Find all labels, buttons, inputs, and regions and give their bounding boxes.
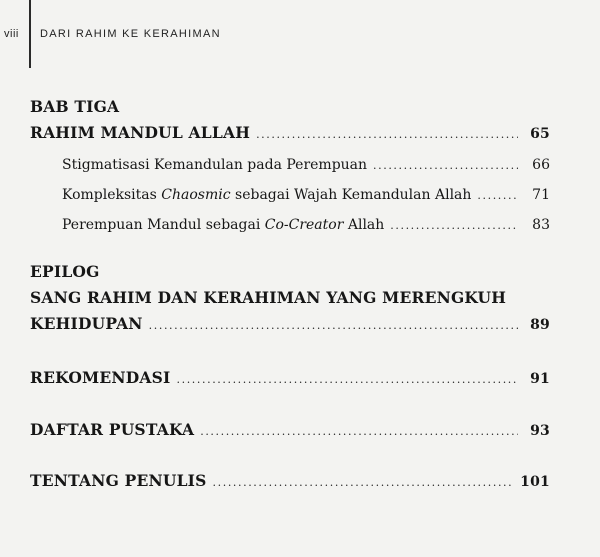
dot-leader	[256, 128, 518, 141]
dot-leader	[213, 476, 515, 489]
dot-leader	[477, 189, 518, 202]
dot-leader	[373, 159, 518, 172]
toc-entry-title: Kompleksitas Chaosmic sebagai Wajah Kemandulan Allah	[62, 187, 472, 203]
chapter-label-bab-tiga: BAB TIGA	[30, 97, 120, 116]
toc-page-number: 93	[530, 423, 550, 439]
dot-leader	[177, 373, 518, 386]
toc-entry-title: TENTANG PENULIS	[30, 471, 207, 490]
toc-page-number: 83	[532, 217, 550, 233]
epilog-title-line-1: SANG RAHIM DAN KERAHIMAN YANG MERENGKUH	[30, 288, 507, 307]
dot-leader	[200, 425, 518, 438]
header-divider	[29, 0, 31, 68]
toc-entry-title: REKOMENDASI	[30, 368, 171, 387]
toc-page-number: 65	[530, 126, 550, 142]
dot-leader	[149, 319, 518, 332]
toc-entry-tentang-penulis[interactable]	[30, 471, 550, 490]
toc-entry-title: Perempuan Mandul sebagai Co-Creator Allah	[62, 217, 385, 233]
toc-page-number: 101	[520, 474, 550, 490]
toc-entry-kehidupan[interactable]	[30, 314, 550, 333]
chapter-label-epilog: EPILOG	[30, 262, 100, 281]
toc-page-number: 71	[532, 187, 550, 203]
running-title: DARI RAHIM KE KERAHIMAN	[40, 28, 221, 40]
toc-entry-title: Stigmatisasi Kemandulan pada Perempuan	[62, 157, 368, 173]
toc-page-number: 91	[530, 371, 550, 387]
dot-leader	[390, 219, 518, 232]
toc-page-number: 66	[532, 157, 550, 173]
toc-page-number: 89	[530, 317, 550, 333]
toc-subentry-stigmatisasi[interactable]	[62, 157, 550, 173]
toc-entry-title: RAHIM MANDUL ALLAH	[30, 123, 251, 142]
toc-entry-rahim-mandul-allah[interactable]	[30, 123, 550, 142]
toc-entry-title: DAFTAR PUSTAKA	[30, 420, 195, 439]
toc-entry-title: KEHIDUPAN	[30, 314, 143, 333]
toc-entry-daftar-pustaka[interactable]	[30, 420, 550, 439]
page-number: viii	[4, 28, 19, 40]
toc-subentry-perempuan-mandul[interactable]	[62, 217, 550, 233]
toc-entry-rekomendasi[interactable]	[30, 368, 550, 387]
toc-subentry-kompleksitas[interactable]	[62, 187, 550, 203]
